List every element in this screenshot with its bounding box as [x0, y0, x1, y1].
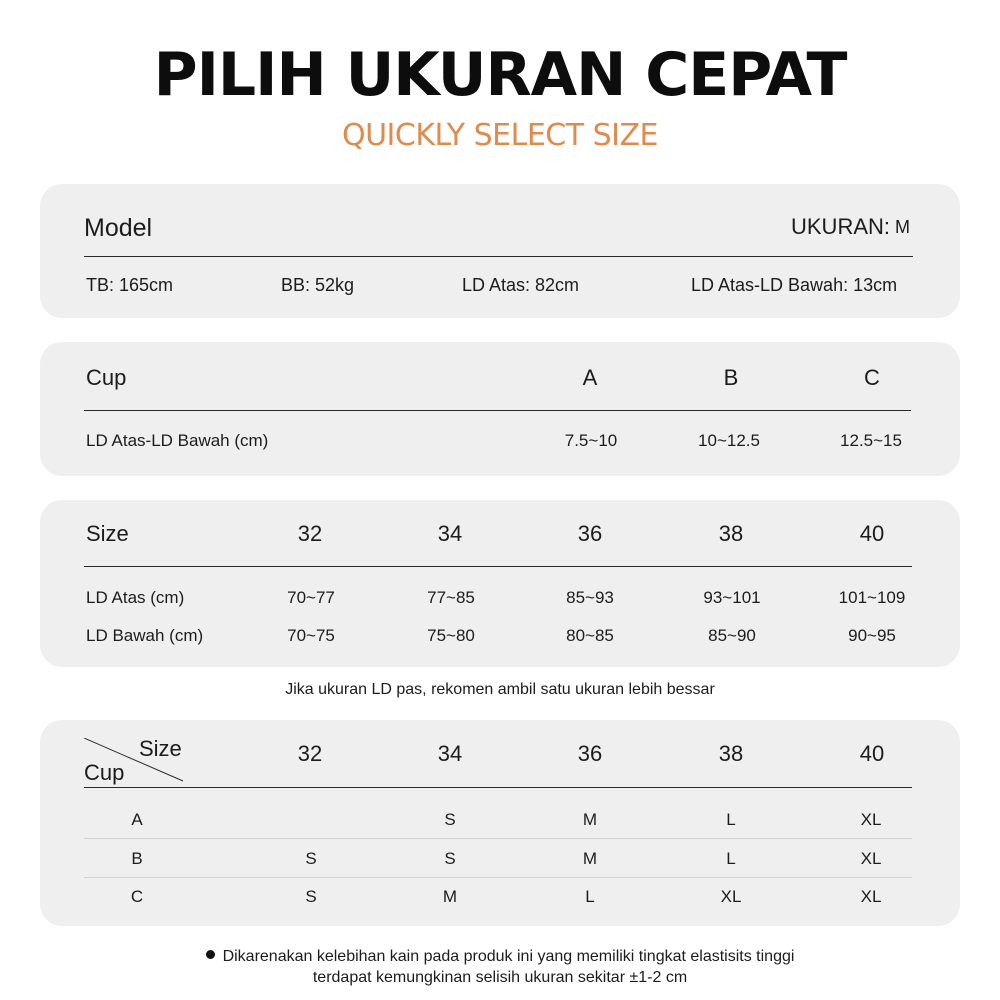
matrix-divider — [84, 787, 912, 788]
matrix-col-36: 36 — [577, 741, 603, 766]
size-cell: 77~85 — [427, 588, 475, 607]
matrix-row-divider — [84, 877, 912, 878]
cup-value-a: 7.5~10 — [564, 431, 618, 450]
size-divider — [84, 566, 912, 567]
ukuran-value: M — [895, 217, 910, 237]
bullet-icon — [206, 950, 215, 959]
size-card — [40, 500, 960, 667]
cup-col-b: B — [723, 365, 739, 390]
size-cell: 93~101 — [703, 588, 761, 607]
recommendation-note: Jika ukuran LD pas, rekomen ambil satu ukuran lebih bessar — [285, 681, 715, 698]
matrix-col-34: 34 — [437, 741, 463, 766]
matrix-cup-c: C — [130, 887, 144, 906]
matrix-size-label: Size — [139, 736, 182, 761]
model-label: Model — [84, 214, 153, 242]
matrix-cell: M — [582, 810, 598, 829]
cup-divider — [84, 410, 911, 411]
matrix-cell: XL — [860, 810, 882, 829]
matrix-cell: L — [726, 810, 736, 829]
matrix-row-divider — [84, 838, 912, 839]
cup-value-b: 10~12.5 — [698, 431, 760, 450]
matrix-cell: XL — [860, 887, 882, 906]
matrix-cell: L — [726, 849, 736, 868]
matrix-col-38: 38 — [718, 741, 744, 766]
model-bb: BB: 52kg — [281, 275, 355, 295]
size-header-label: Size — [86, 521, 129, 546]
matrix-cup-label: Cup — [84, 760, 125, 785]
size-row-label: LD Bawah (cm) — [86, 626, 204, 645]
matrix-cell: S — [444, 849, 456, 868]
page-title: PILIH UKURAN CEPAT — [153, 40, 847, 110]
size-cell: 90~95 — [848, 626, 896, 645]
size-col-40: 40 — [859, 521, 885, 546]
size-col-38: 38 — [718, 521, 744, 546]
matrix-cell: XL — [860, 849, 882, 868]
model-ld-atas: LD Atas: 82cm — [462, 275, 580, 295]
matrix-cell: M — [582, 849, 598, 868]
size-col-36: 36 — [577, 521, 603, 546]
matrix-cell: S — [305, 849, 317, 868]
matrix-col-32: 32 — [297, 741, 323, 766]
cup-col-c: C — [864, 365, 880, 390]
matrix-cell: XL — [720, 887, 742, 906]
size-cell: 85~90 — [708, 626, 756, 645]
footnote-text-2: terdapat kemungkinan selisih ukuran sekitar ±1-2 cm — [312, 969, 688, 986]
cup-row-label: LD Atas-LD Bawah (cm) — [86, 431, 269, 450]
size-col-32: 32 — [297, 521, 323, 546]
size-cell: 85~93 — [566, 588, 614, 607]
footnote-text-1: Dikarenakan kelebihan kain pada produk ini yang memiliki tingkat elastisits tinggi — [222, 948, 795, 965]
page-subtitle: QUICKLY SELECT SIZE — [341, 118, 658, 153]
size-cell: 70~77 — [287, 588, 335, 607]
matrix-cup-a: A — [131, 810, 143, 829]
model-card — [40, 184, 960, 318]
size-col-34: 34 — [437, 521, 463, 546]
footnote-line-1 — [0, 946, 1000, 967]
size-cell: 70~75 — [287, 626, 335, 645]
size-row-label: LD Atas (cm) — [86, 588, 185, 607]
matrix-cell: M — [442, 887, 458, 906]
footnote — [0, 946, 1000, 988]
cup-header-label: Cup — [86, 365, 127, 390]
matrix-cell: L — [585, 887, 595, 906]
ukuran-label: UKURAN: — [791, 214, 891, 239]
size-cell: 101~109 — [838, 588, 906, 607]
model-divider — [84, 256, 913, 257]
size-cell: 80~85 — [566, 626, 614, 645]
matrix-col-40: 40 — [859, 741, 885, 766]
cup-value-c: 12.5~15 — [840, 431, 902, 450]
model-ld-diff: LD Atas-LD Bawah: 13cm — [691, 275, 898, 295]
matrix-cup-b: B — [131, 849, 143, 868]
size-cell: 75~80 — [427, 626, 475, 645]
matrix-cell: S — [305, 887, 317, 906]
matrix-cell: S — [444, 810, 456, 829]
cup-card — [40, 342, 960, 476]
cup-col-a: A — [582, 365, 598, 390]
matrix-card — [40, 720, 960, 926]
model-tb: TB: 165cm — [86, 275, 174, 295]
